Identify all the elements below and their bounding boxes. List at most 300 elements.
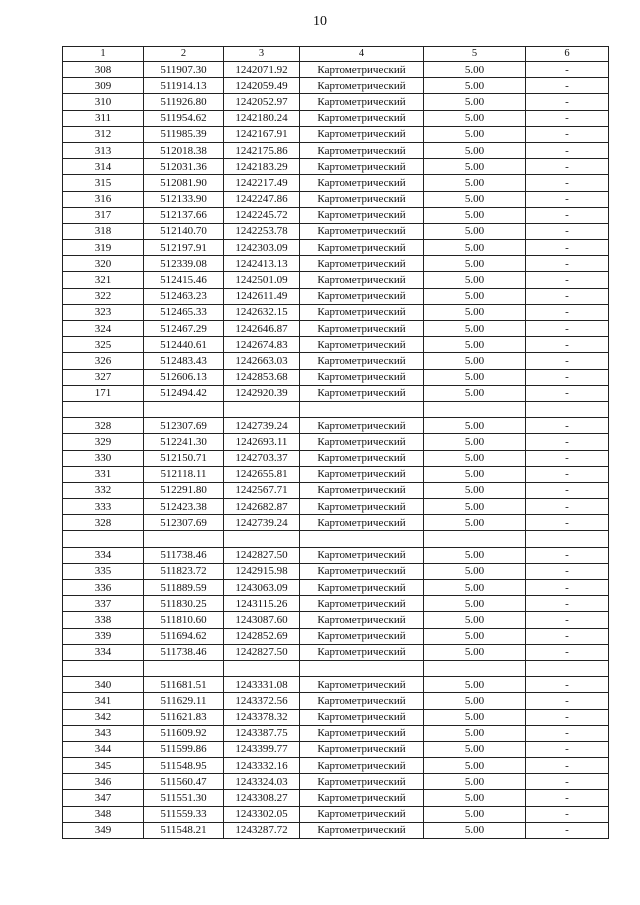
table-cell: 5.00: [424, 142, 526, 158]
table-cell: Картометрический: [300, 628, 424, 644]
table-cell: -: [526, 418, 609, 434]
table-cell: 511830.25: [144, 596, 224, 612]
table-row: [63, 126, 609, 142]
table-cell: 328: [63, 515, 144, 531]
table-cell: [63, 401, 144, 417]
table-cell: Картометрический: [300, 580, 424, 596]
table-row: [63, 482, 609, 498]
table-cell: [144, 660, 224, 676]
column-header: 1: [63, 47, 144, 62]
table-cell: 349: [63, 822, 144, 838]
table-cell: 5.00: [424, 790, 526, 806]
table-cell: 511954.62: [144, 110, 224, 126]
table-cell: Картометрический: [300, 337, 424, 353]
table-cell: Картометрический: [300, 466, 424, 482]
table-cell: Картометрический: [300, 207, 424, 223]
table-cell: 1242052.97: [224, 94, 300, 110]
table-cell: [224, 401, 300, 417]
table-cell: 1243308.27: [224, 790, 300, 806]
table-cell: 1242920.39: [224, 385, 300, 401]
table-row: [63, 418, 609, 434]
table-cell: 345: [63, 758, 144, 774]
table-cell: 321: [63, 272, 144, 288]
table-cell: 512137.66: [144, 207, 224, 223]
table-row: [63, 304, 609, 320]
table-cell: -: [526, 709, 609, 725]
table-cell: -: [526, 806, 609, 822]
table-cell: -: [526, 596, 609, 612]
table-cell: [63, 660, 144, 676]
table-cell: 511907.30: [144, 62, 224, 78]
table-cell: -: [526, 159, 609, 175]
table-cell: 5.00: [424, 418, 526, 434]
table-cell: 338: [63, 612, 144, 628]
table-cell: 511599.86: [144, 741, 224, 757]
table-cell: Картометрический: [300, 94, 424, 110]
table-cell: -: [526, 693, 609, 709]
page-number: 10: [313, 14, 327, 29]
table-cell: 5.00: [424, 499, 526, 515]
table-cell: Картометрический: [300, 499, 424, 515]
table-cell: 5.00: [424, 369, 526, 385]
table-cell: -: [526, 677, 609, 693]
table-cell: Картометрический: [300, 321, 424, 337]
table-cell: Картометрический: [300, 741, 424, 757]
column-header: 6: [526, 47, 609, 62]
table-cell: 1242663.03: [224, 353, 300, 369]
table-row: [63, 774, 609, 790]
table-cell: Картометрический: [300, 142, 424, 158]
table-cell: 512081.90: [144, 175, 224, 191]
table-cell: 328: [63, 418, 144, 434]
table-cell: 346: [63, 774, 144, 790]
table-cell: -: [526, 725, 609, 741]
table-cell: 1242217.49: [224, 175, 300, 191]
table-cell: 511823.72: [144, 563, 224, 579]
table-cell: Картометрический: [300, 677, 424, 693]
table-cell: -: [526, 288, 609, 304]
table-cell: 1242827.50: [224, 644, 300, 660]
table-cell: -: [526, 612, 609, 628]
table-cell: 5.00: [424, 822, 526, 838]
table-cell: 1242682.87: [224, 499, 300, 515]
table-cell: Картометрический: [300, 612, 424, 628]
table-cell: 341: [63, 693, 144, 709]
table-cell: 511548.95: [144, 758, 224, 774]
table-cell: 347: [63, 790, 144, 806]
table-cell: -: [526, 563, 609, 579]
table-cell: 512291.80: [144, 482, 224, 498]
table-cell: 171: [63, 385, 144, 401]
separator-row: [63, 531, 609, 547]
table-cell: 511681.51: [144, 677, 224, 693]
table-cell: Картометрический: [300, 223, 424, 239]
table-cell: 5.00: [424, 191, 526, 207]
table-cell: 1242655.81: [224, 466, 300, 482]
table-cell: 5.00: [424, 304, 526, 320]
table-cell: 318: [63, 223, 144, 239]
table-cell: -: [526, 499, 609, 515]
table-cell: 512118.11: [144, 466, 224, 482]
table-row: [63, 628, 609, 644]
table-cell: Картометрический: [300, 78, 424, 94]
table-cell: 1243331.08: [224, 677, 300, 693]
table-cell: Картометрический: [300, 547, 424, 563]
table-cell: -: [526, 94, 609, 110]
table-cell: 1242501.09: [224, 272, 300, 288]
table-row: [63, 709, 609, 725]
table-cell: 511560.47: [144, 774, 224, 790]
table-cell: 512031.36: [144, 159, 224, 175]
table-cell: 319: [63, 240, 144, 256]
table-row: [63, 353, 609, 369]
table-row: [63, 499, 609, 515]
table-cell: -: [526, 110, 609, 126]
table-cell: 5.00: [424, 644, 526, 660]
table-cell: Картометрический: [300, 709, 424, 725]
table-cell: Картометрический: [300, 272, 424, 288]
table-cell: Картометрический: [300, 110, 424, 126]
table-cell: Картометрический: [300, 304, 424, 320]
table-cell: 1242852.69: [224, 628, 300, 644]
table-cell: -: [526, 774, 609, 790]
table-row: [63, 207, 609, 223]
table-cell: 5.00: [424, 612, 526, 628]
table-cell: Картометрический: [300, 418, 424, 434]
table-row: [63, 159, 609, 175]
table-cell: Картометрический: [300, 240, 424, 256]
table-cell: 339: [63, 628, 144, 644]
table-cell: Картометрический: [300, 256, 424, 272]
table-cell: 316: [63, 191, 144, 207]
table-cell: 1243399.77: [224, 741, 300, 757]
table-cell: 5.00: [424, 563, 526, 579]
table-row: [63, 223, 609, 239]
table-cell: -: [526, 175, 609, 191]
table-cell: 511926.80: [144, 94, 224, 110]
table-cell: -: [526, 353, 609, 369]
table-row: [63, 78, 609, 94]
table-cell: Картометрический: [300, 563, 424, 579]
table-cell: Картометрический: [300, 62, 424, 78]
table-cell: 5.00: [424, 94, 526, 110]
table-cell: [144, 401, 224, 417]
table-cell: 5.00: [424, 256, 526, 272]
table-cell: 512140.70: [144, 223, 224, 239]
table-cell: 511621.83: [144, 709, 224, 725]
table-cell: 315: [63, 175, 144, 191]
table-body: [63, 62, 609, 839]
table-row: [63, 612, 609, 628]
table-row: [63, 563, 609, 579]
table-cell: 333: [63, 499, 144, 515]
table-cell: 1242827.50: [224, 547, 300, 563]
table-cell: 5.00: [424, 741, 526, 757]
separator-row: [63, 401, 609, 417]
table-cell: 310: [63, 94, 144, 110]
table-cell: Картометрический: [300, 191, 424, 207]
table-cell: 512440.61: [144, 337, 224, 353]
table-cell: 340: [63, 677, 144, 693]
table-cell: 325: [63, 337, 144, 353]
table-cell: [300, 531, 424, 547]
table-row: [63, 515, 609, 531]
table-cell: 331: [63, 466, 144, 482]
table-row: [63, 288, 609, 304]
table-cell: 329: [63, 434, 144, 450]
table-row: [63, 580, 609, 596]
table-cell: 1242059.49: [224, 78, 300, 94]
table-cell: 342: [63, 709, 144, 725]
table-cell: Картометрический: [300, 450, 424, 466]
table-cell: -: [526, 822, 609, 838]
table-row: [63, 644, 609, 660]
table-cell: 512307.69: [144, 515, 224, 531]
coordinates-table: [62, 46, 609, 839]
table-row: [63, 806, 609, 822]
table-row: [63, 725, 609, 741]
table-cell: 1242245.72: [224, 207, 300, 223]
table-cell: 1242253.78: [224, 223, 300, 239]
table-cell: Картометрический: [300, 790, 424, 806]
table-cell: 1242915.98: [224, 563, 300, 579]
table-cell: -: [526, 790, 609, 806]
table-cell: 511548.21: [144, 822, 224, 838]
table-cell: 5.00: [424, 288, 526, 304]
table-cell: 5.00: [424, 385, 526, 401]
table-cell: 317: [63, 207, 144, 223]
table-row: [63, 677, 609, 693]
table-cell: [424, 531, 526, 547]
table-cell: 1242167.91: [224, 126, 300, 142]
table-row: [63, 175, 609, 191]
table-cell: 309: [63, 78, 144, 94]
table-cell: 511738.46: [144, 547, 224, 563]
table-cell: -: [526, 223, 609, 239]
table-cell: 5.00: [424, 175, 526, 191]
table-cell: 5.00: [424, 806, 526, 822]
table-cell: -: [526, 256, 609, 272]
separator-row: [63, 660, 609, 676]
table-cell: -: [526, 758, 609, 774]
table-cell: 512606.13: [144, 369, 224, 385]
table-cell: Картометрический: [300, 596, 424, 612]
table-cell: -: [526, 628, 609, 644]
table-cell: 5.00: [424, 725, 526, 741]
table-cell: [526, 531, 609, 547]
table-cell: 311: [63, 110, 144, 126]
table-cell: -: [526, 321, 609, 337]
table-cell: 312: [63, 126, 144, 142]
table-cell: 320: [63, 256, 144, 272]
table-cell: 323: [63, 304, 144, 320]
table-row: [63, 822, 609, 838]
table-cell: Картометрический: [300, 159, 424, 175]
table-cell: Картометрический: [300, 482, 424, 498]
table-cell: Картометрический: [300, 515, 424, 531]
table-cell: Картометрический: [300, 725, 424, 741]
table-row: [63, 110, 609, 126]
table-cell: -: [526, 515, 609, 531]
table-cell: Картометрический: [300, 434, 424, 450]
table-cell: -: [526, 434, 609, 450]
column-header: 5: [424, 47, 526, 62]
table-cell: 1242703.37: [224, 450, 300, 466]
table-cell: 5.00: [424, 207, 526, 223]
table-cell: 313: [63, 142, 144, 158]
table-cell: 308: [63, 62, 144, 78]
table-cell: 5.00: [424, 159, 526, 175]
table-cell: 5.00: [424, 272, 526, 288]
table-cell: 1243378.32: [224, 709, 300, 725]
table-cell: 1243302.05: [224, 806, 300, 822]
table-cell: [300, 660, 424, 676]
table-cell: [63, 531, 144, 547]
table-row: [63, 337, 609, 353]
table-cell: [526, 401, 609, 417]
table-row: [63, 758, 609, 774]
table-cell: 1243372.56: [224, 693, 300, 709]
table-cell: 511985.39: [144, 126, 224, 142]
table-cell: 1242853.68: [224, 369, 300, 385]
table-cell: 512423.38: [144, 499, 224, 515]
table-cell: 1243324.03: [224, 774, 300, 790]
table-cell: 5.00: [424, 223, 526, 239]
table-cell: 5.00: [424, 596, 526, 612]
table-cell: 5.00: [424, 628, 526, 644]
table-row: [63, 256, 609, 272]
table-cell: [144, 531, 224, 547]
table-cell: 512133.90: [144, 191, 224, 207]
table-cell: -: [526, 272, 609, 288]
table-cell: 1242646.87: [224, 321, 300, 337]
table-cell: 5.00: [424, 677, 526, 693]
table-cell: 337: [63, 596, 144, 612]
table-cell: 5.00: [424, 110, 526, 126]
table-cell: 327: [63, 369, 144, 385]
table-header-row: [63, 47, 609, 62]
table-cell: -: [526, 207, 609, 223]
table-cell: 1242693.11: [224, 434, 300, 450]
table-row: [63, 240, 609, 256]
table-cell: -: [526, 547, 609, 563]
table-cell: -: [526, 126, 609, 142]
table-cell: -: [526, 385, 609, 401]
table-cell: 512467.29: [144, 321, 224, 337]
table-cell: Картометрический: [300, 385, 424, 401]
table-cell: -: [526, 78, 609, 94]
table-cell: [300, 401, 424, 417]
table-cell: Картометрический: [300, 644, 424, 660]
table-cell: Картометрический: [300, 288, 424, 304]
table-cell: 1242071.92: [224, 62, 300, 78]
table-cell: [224, 660, 300, 676]
table-cell: 1242175.86: [224, 142, 300, 158]
table-cell: 512197.91: [144, 240, 224, 256]
table-cell: 1242303.09: [224, 240, 300, 256]
table-cell: -: [526, 482, 609, 498]
table-cell: 5.00: [424, 62, 526, 78]
table-row: [63, 596, 609, 612]
table-cell: 512463.23: [144, 288, 224, 304]
table-cell: 512339.08: [144, 256, 224, 272]
table-cell: Картометрический: [300, 758, 424, 774]
table-cell: 512307.69: [144, 418, 224, 434]
table-cell: 1242674.83: [224, 337, 300, 353]
table-cell: [526, 660, 609, 676]
table-cell: [224, 531, 300, 547]
table-row: [63, 450, 609, 466]
table-cell: 332: [63, 482, 144, 498]
table-cell: 511889.59: [144, 580, 224, 596]
table-cell: 5.00: [424, 450, 526, 466]
table-cell: 512465.33: [144, 304, 224, 320]
table-cell: -: [526, 62, 609, 78]
table-cell: 511738.46: [144, 644, 224, 660]
table-cell: 1242180.24: [224, 110, 300, 126]
table-row: [63, 741, 609, 757]
table-cell: 5.00: [424, 758, 526, 774]
table-row: [63, 62, 609, 78]
table-cell: -: [526, 191, 609, 207]
table-cell: -: [526, 580, 609, 596]
table-cell: 1243387.75: [224, 725, 300, 741]
table-cell: 335: [63, 563, 144, 579]
table-cell: 1242611.49: [224, 288, 300, 304]
table-row: [63, 321, 609, 337]
table-cell: 511609.92: [144, 725, 224, 741]
table-cell: 5.00: [424, 240, 526, 256]
table-row: [63, 94, 609, 110]
column-header: 4: [300, 47, 424, 62]
table-cell: Картометрический: [300, 353, 424, 369]
table-cell: 512494.42: [144, 385, 224, 401]
table-cell: 1243087.60: [224, 612, 300, 628]
table-cell: 5.00: [424, 321, 526, 337]
table-cell: Картометрический: [300, 774, 424, 790]
table-cell: -: [526, 741, 609, 757]
table-cell: -: [526, 142, 609, 158]
table-cell: 5.00: [424, 709, 526, 725]
table-cell: 330: [63, 450, 144, 466]
column-header: 3: [224, 47, 300, 62]
table-cell: 348: [63, 806, 144, 822]
table-cell: 1242247.86: [224, 191, 300, 207]
table-cell: 314: [63, 159, 144, 175]
table-cell: Картометрический: [300, 693, 424, 709]
table-cell: 1242739.24: [224, 515, 300, 531]
table-row: [63, 142, 609, 158]
table-row: [63, 272, 609, 288]
table-row: [63, 547, 609, 563]
table-cell: 5.00: [424, 580, 526, 596]
table-cell: -: [526, 337, 609, 353]
table-cell: 1242632.15: [224, 304, 300, 320]
table-cell: 5.00: [424, 434, 526, 450]
table-row: [63, 191, 609, 207]
table-cell: Картометрический: [300, 175, 424, 191]
table-row: [63, 385, 609, 401]
column-header: 2: [144, 47, 224, 62]
table-cell: [424, 401, 526, 417]
table-cell: 5.00: [424, 78, 526, 94]
table-cell: 326: [63, 353, 144, 369]
table-row: [63, 693, 609, 709]
table-cell: 1242567.71: [224, 482, 300, 498]
table-cell: 512241.30: [144, 434, 224, 450]
table-cell: 5.00: [424, 337, 526, 353]
table-cell: [424, 660, 526, 676]
